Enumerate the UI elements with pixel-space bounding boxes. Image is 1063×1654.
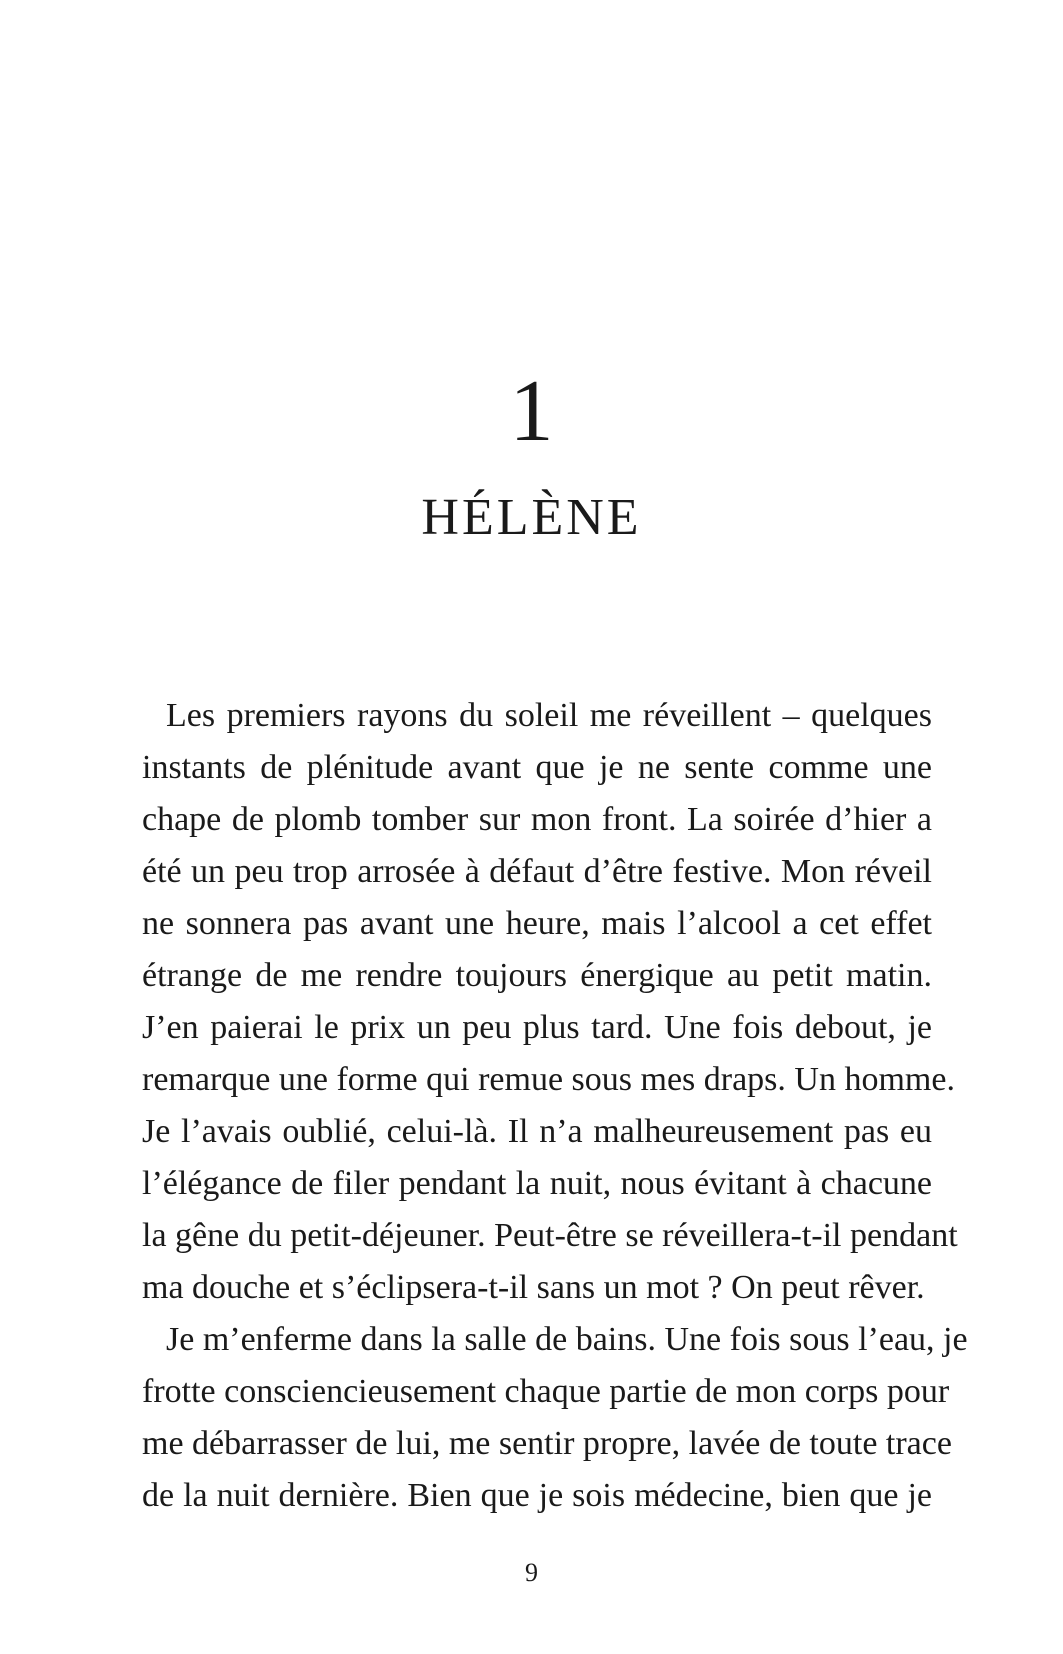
text-line: Je l’avais oublié, celui-là. Il n’a malheureusement pas eu (142, 1113, 932, 1150)
text-line: étrange de me rendre toujours énergique au petit matin. (142, 957, 932, 994)
text-line: instants de plénitude avant que je ne sente comme une (142, 749, 932, 786)
paragraph-1 (142, 690, 958, 1314)
text-line: Je m’enferme dans la salle de bains. Une fois sous l’eau, je (166, 1321, 968, 1358)
page-number: 9 (525, 1558, 538, 1587)
text-line: Les premiers rayons du soleil me réveillent – quelques (166, 697, 932, 734)
text-line: été un peu trop arrosée à défaut d’être festive. Mon réveil (142, 853, 932, 890)
body-text (142, 690, 968, 1522)
text-line: ma douche et s’éclipsera-t-il sans un mot ? On peut rêver. (142, 1269, 925, 1306)
text-line: me débarrasser de lui, me sentir propre, lavée de toute trace (142, 1425, 952, 1462)
text-line: chape de plomb tomber sur mon front. La soirée d’hier a (142, 801, 932, 838)
text-line: la gêne du petit-déjeuner. Peut-être se réveillera-t-il pendant (142, 1217, 958, 1254)
chapter-number: 1 (509, 363, 554, 460)
text-line: frotte consciencieusement chaque partie de mon corps pour (142, 1373, 950, 1410)
text-line: ne sonnera pas avant une heure, mais l’alcool a cet effet (142, 905, 932, 942)
paragraph-2 (142, 1314, 968, 1522)
text-line: remarque une forme qui remue sous mes draps. Un homme. (142, 1061, 955, 1098)
text-line: de la nuit dernière. Bien que je sois médecine, bien que je (142, 1477, 932, 1514)
chapter-title: HÉLÈNE (421, 489, 642, 546)
text-line: l’élégance de filer pendant la nuit, nous évitant à chacune (142, 1165, 932, 1202)
text-line: J’en paierai le prix un peu plus tard. Une fois debout, je (142, 1009, 932, 1046)
